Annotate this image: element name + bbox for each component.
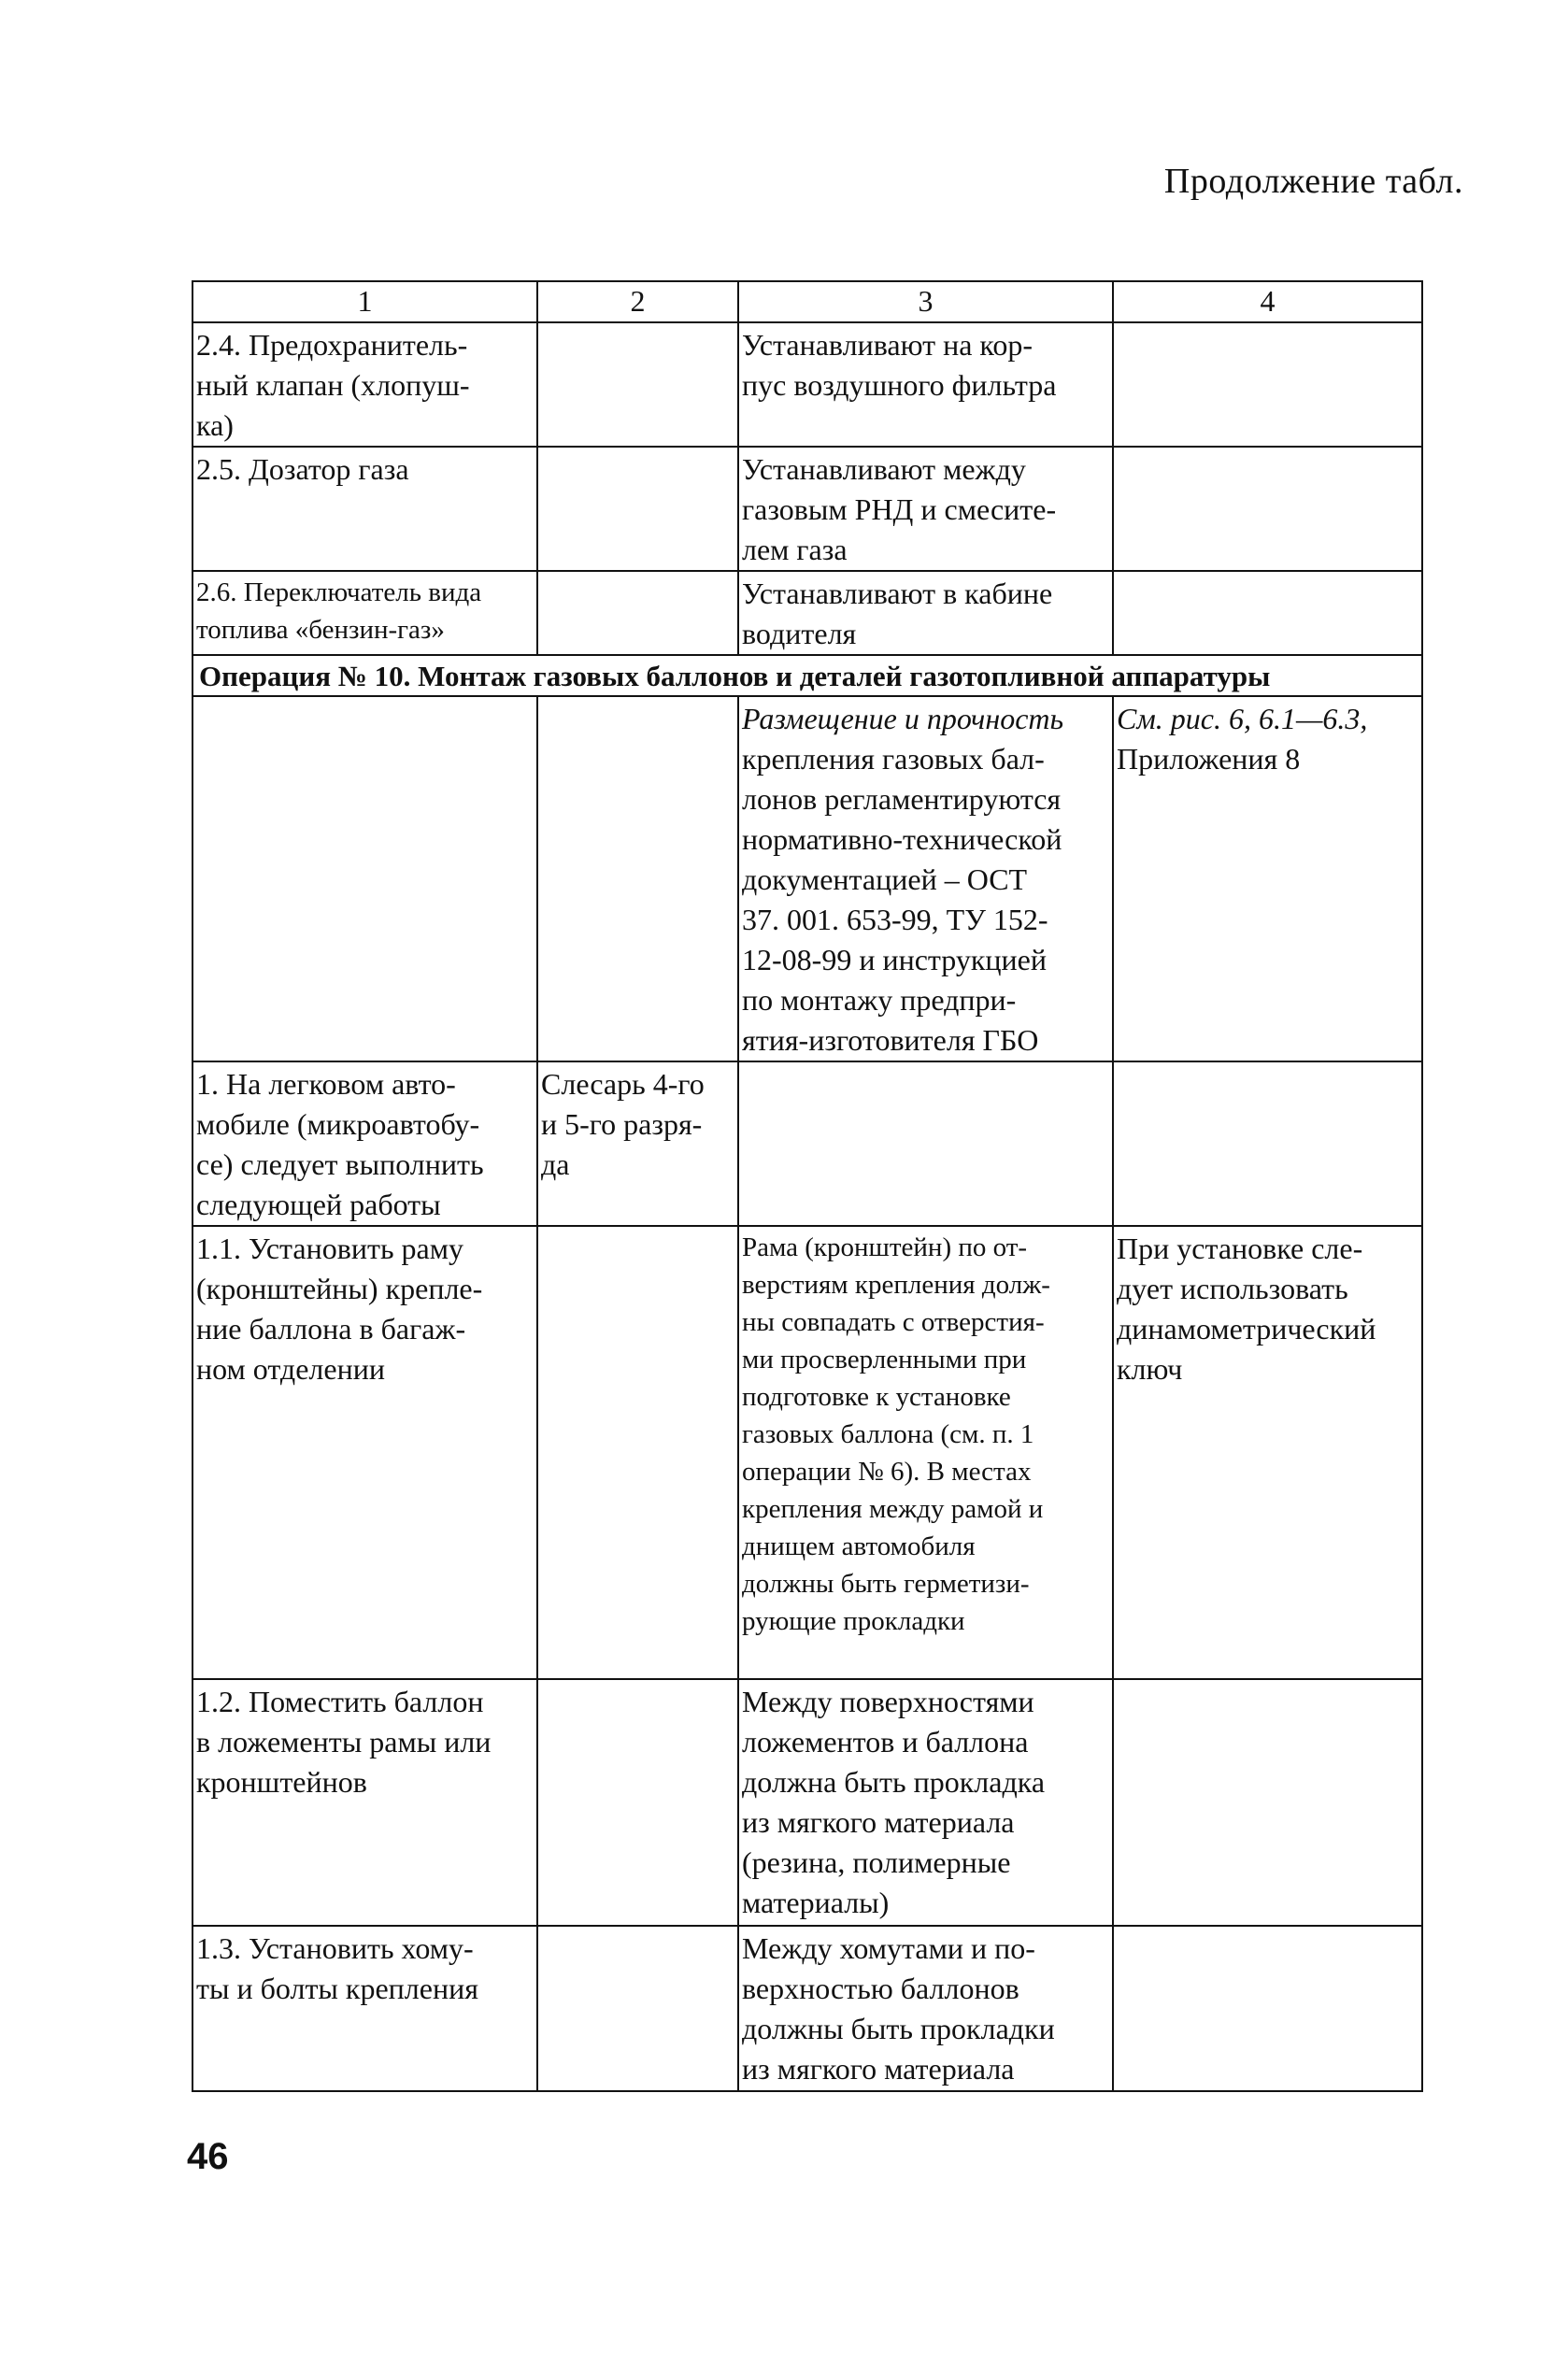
notes-italic-lead: См. рис. 6, 6.1—6.3,	[1117, 702, 1368, 735]
cell-notes	[1113, 1061, 1422, 1226]
table-row	[192, 1926, 1422, 2091]
table-row	[192, 1679, 1422, 1926]
cell-requirements: Между хомутами и по- верхностью баллонов должны быть прокладки из мягкого материала	[738, 1926, 1113, 2091]
cell-notes	[1113, 447, 1422, 571]
cell-item: 1. На легковом авто- мобиле (микроавтобу- се) следует выполнить следующей работы	[192, 1061, 537, 1226]
cell-notes	[1113, 696, 1422, 1061]
cell-worker	[537, 447, 738, 571]
cell-worker	[537, 696, 738, 1061]
cell-worker	[537, 571, 738, 655]
cell-worker	[537, 1926, 738, 2091]
table-row	[192, 1226, 1422, 1679]
cell-notes	[1113, 1679, 1422, 1926]
cell-worker	[537, 1679, 738, 1926]
cell-item: 1.1. Установить раму (кронштейны) крепле- ние баллона в багаж- ном отделении	[192, 1226, 537, 1679]
cell-item: 1.2. Поместить баллон в ложементы рамы или кронштейнов	[192, 1679, 537, 1926]
cell-requirements: Устанавливают на кор- пус воздушного фильтра	[738, 322, 1113, 447]
column-header-1: 1	[192, 281, 537, 322]
cell-requirements: Устанавливают в кабине водителя	[738, 571, 1113, 655]
table-row	[192, 322, 1422, 447]
operation-row	[192, 655, 1422, 696]
cell-requirements: Между поверхностями ложементов и баллона должна быть прокладка из мягкого материала (резина, полимерные материалы)	[738, 1679, 1113, 1926]
specification-table	[192, 280, 1423, 2092]
cell-requirements: Рама (кронштейн) по от- верстиям крепления долж- ны совпадать с отверстия- ми просверленными при подготовке к установке газовых баллона (см. п. 1 операции № 6). В местах крепления между рамой и днищем автомобиля должны быть герметизи- рующие прокладки	[738, 1226, 1113, 1679]
cell-requirements: Устанавливают между газовым РНД и смесите- лем газа	[738, 447, 1113, 571]
column-header-4: 4	[1113, 281, 1422, 322]
cell-requirements	[738, 1061, 1113, 1226]
table-row	[192, 571, 1422, 655]
table-row	[192, 447, 1422, 571]
cell-item: 2.6. Переключатель вида топлива «бензин-газ»	[192, 571, 537, 655]
column-header-2: 2	[537, 281, 738, 322]
cell-requirements	[738, 696, 1113, 1061]
table-header-row	[192, 281, 1422, 322]
cell-item	[192, 696, 537, 1061]
notes-text: Приложения 8	[1117, 742, 1301, 776]
continuation-label: Продолжение табл.	[1163, 162, 1463, 201]
cell-notes: При установке сле- дует использовать динамометрический ключ	[1113, 1226, 1422, 1679]
requirements-text: крепления газовых бал- лонов регламентируются нормативно-технической документацией – ОСТ 37. 001. 653-99, ТУ 152- 12-08-99 и инструкцией по монтажу предпри- ятия-изготовителя ГБО	[742, 742, 1062, 1057]
cell-item: 2.5. Дозатор газа	[192, 447, 537, 571]
cell-item: 2.4. Предохранитель- ный клапан (хлопуш- ка)	[192, 322, 537, 447]
requirements-italic-lead: Размещение и прочность	[742, 702, 1064, 735]
cell-notes	[1113, 1926, 1422, 2091]
page-number: 46	[187, 2136, 229, 2177]
column-header-3: 3	[738, 281, 1113, 322]
cell-worker	[537, 322, 738, 447]
cell-notes	[1113, 322, 1422, 447]
table-row	[192, 696, 1422, 1061]
table-row	[192, 1061, 1422, 1226]
cell-worker: Слесарь 4-го и 5-го разря- да	[537, 1061, 738, 1226]
cell-worker	[537, 1226, 738, 1679]
cell-item: 1.3. Установить хому- ты и болты крепления	[192, 1926, 537, 2091]
cell-notes	[1113, 571, 1422, 655]
operation-title: Операция № 10. Монтаж газовых баллонов и деталей газотопливной аппаратуры	[192, 655, 1422, 696]
